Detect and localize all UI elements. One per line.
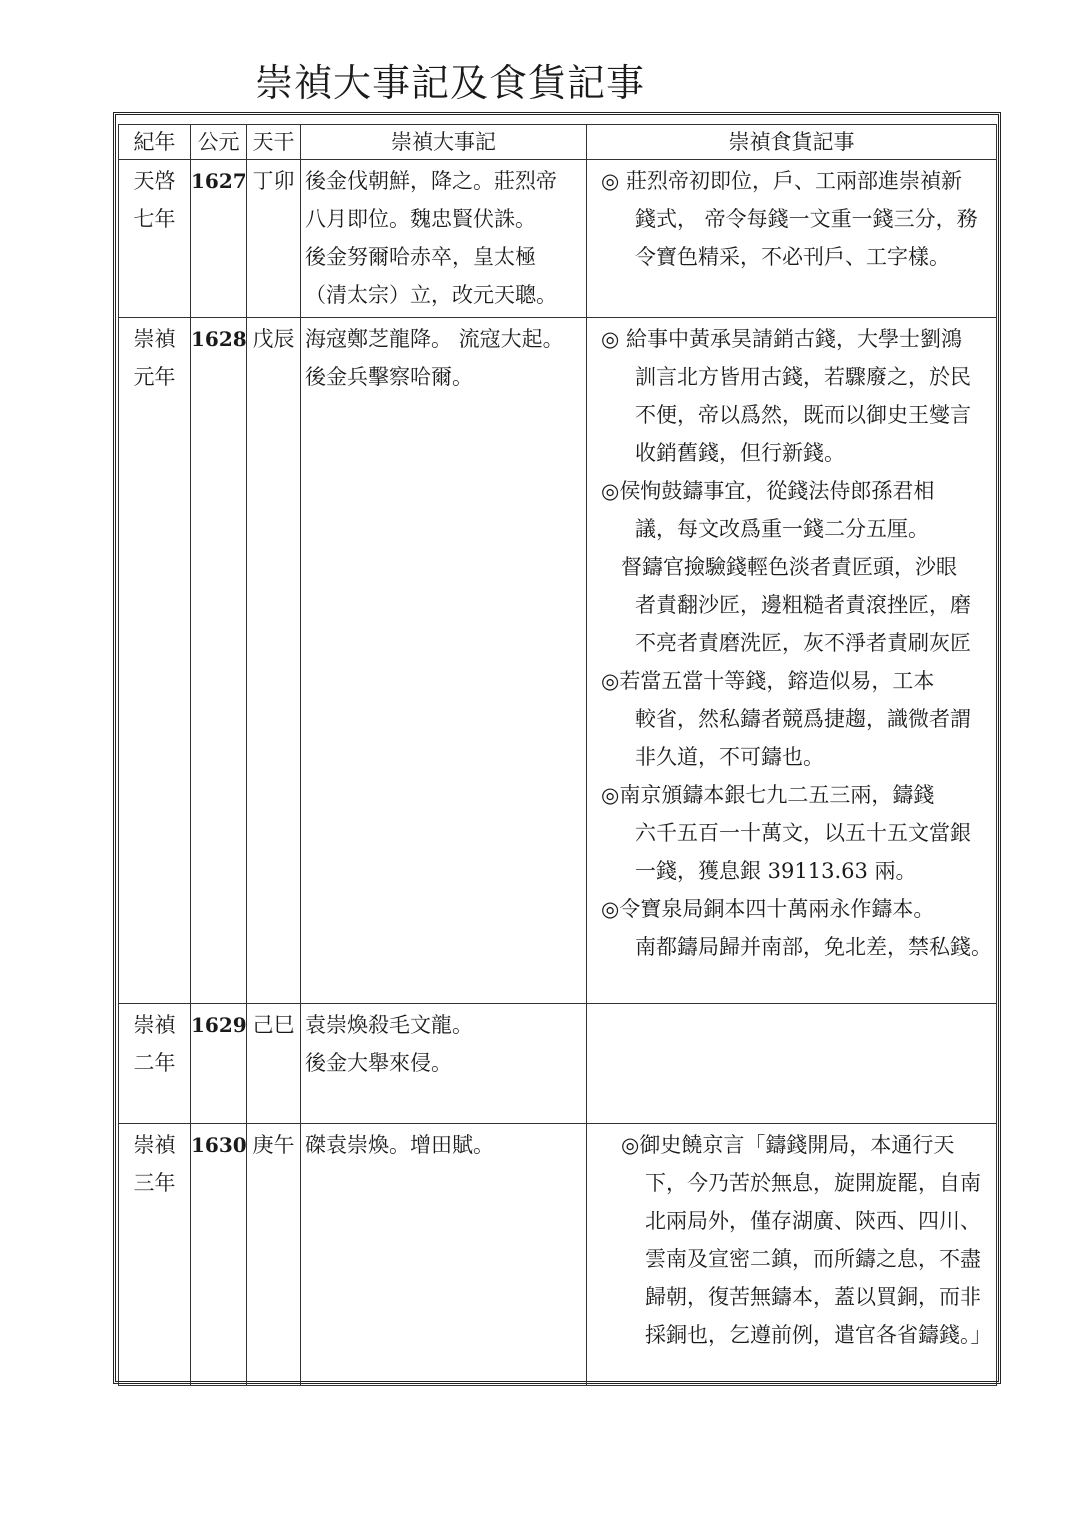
event-line: 袁崇煥殺毛文龍。	[305, 1013, 473, 1037]
econ-line: ◎南京頒鑄本銀七九二五三兩，鑄錢	[601, 783, 935, 807]
econ-cell	[587, 160, 997, 318]
econ-line: 不亮者責磨洗匠，灰不淨者責刷灰匠	[635, 631, 971, 655]
econ-line: 一錢，獲息銀 39113.63 兩。	[635, 859, 917, 883]
header-econ: 崇禎食貨記事	[587, 125, 997, 160]
era-line: 二年	[133, 1051, 176, 1075]
era-cell	[119, 1004, 191, 1124]
econ-line: 六千五百一十萬文，以五十五文當銀	[635, 821, 971, 845]
econ-line: 收銷舊錢，但行新錢。	[635, 441, 845, 465]
events-cell	[301, 318, 587, 1004]
event-line: （清太宗）立，改元天聰。	[305, 283, 557, 307]
table-row	[119, 1004, 997, 1124]
table-row	[119, 160, 997, 318]
econ-line: 訓言北方皆用古錢，若驟廢之，於民	[635, 365, 971, 389]
econ-line: ◎ 莊烈帝初即位，戶、工兩部進崇禎新	[601, 169, 962, 193]
econ-line: 雲南及宣密二鎮，而所鑄之息，不盡	[645, 1247, 981, 1271]
econ-line: ◎御史饒京言「鑄錢開局，本通行天	[621, 1133, 955, 1157]
header-row	[119, 125, 997, 160]
header-ganzhi: 天干	[247, 125, 301, 160]
econ-line: 較省，然私鑄者競爲捷趨，識微者謂	[635, 707, 971, 731]
year-cell: 1630	[191, 1124, 247, 1386]
events-cell	[301, 160, 587, 318]
econ-cell	[587, 1124, 997, 1386]
econ-line: 南都鑄局歸并南部，免北差，禁私錢。	[635, 935, 992, 959]
year-cell: 1628	[191, 318, 247, 1004]
era-cell	[119, 1124, 191, 1386]
era-line: 七年	[133, 207, 176, 231]
econ-line: ◎若當五當十等錢，鎔造似易，工本	[601, 669, 935, 693]
era-line: 崇禎	[133, 1013, 176, 1037]
event-line: 後金努爾哈赤卒，皇太極	[305, 245, 536, 269]
econ-line: 督鑄官撿驗錢輕色淡者責匠頭，沙眼	[621, 555, 957, 579]
events-cell	[301, 1124, 587, 1386]
event-line: 後金伐朝鮮，降之。莊烈帝	[305, 169, 557, 193]
ganzhi-cell: 戊辰	[247, 318, 301, 1004]
econ-cell	[587, 318, 997, 1004]
header-events: 崇禎大事記	[301, 125, 587, 160]
econ-line: 議，每文改爲重一錢二分五厘。	[635, 517, 929, 541]
econ-line: 錢式， 帝令每錢一文重一錢三分，務	[635, 207, 978, 231]
event-line: 八月即位。魏忠賢伏誅。	[305, 207, 536, 231]
econ-line: 非久道，不可鑄也。	[635, 745, 824, 769]
era-line: 崇禎	[133, 1133, 176, 1157]
era-line: 三年	[133, 1171, 176, 1195]
events-cell	[301, 1004, 587, 1124]
econ-line: 採銅也，乞遵前例，遣官各省鑄錢。」	[645, 1323, 992, 1347]
ganzhi-cell: 庚午	[247, 1124, 301, 1386]
era-line: 元年	[133, 365, 176, 389]
table-row	[119, 318, 997, 1004]
event-line: 海寇鄭芝龍降。 流寇大起。	[305, 327, 564, 351]
ganzhi-cell: 丁卯	[247, 160, 301, 318]
econ-line: 歸朝，復苦無鑄本，蓋以買銅，而非	[645, 1285, 981, 1309]
chronology-table	[118, 124, 997, 1386]
header-era: 紀年	[119, 125, 191, 160]
econ-line: 者責翻沙匠，邊粗糙者責滾挫匠，磨	[635, 593, 971, 617]
era-line: 天啓	[133, 169, 176, 193]
era-cell	[119, 160, 191, 318]
econ-line: ◎侯恂鼓鑄事宜，從錢法侍郎孫君相	[601, 479, 935, 503]
econ-cell	[587, 1004, 997, 1124]
econ-line: ◎令寶泉局銅本四十萬兩永作鑄本。	[601, 897, 935, 921]
page-title: 崇禎大事記及食貨記事	[255, 61, 646, 105]
event-line: 後金兵擊察哈爾。	[305, 365, 473, 389]
event-line: 後金大舉來侵。	[305, 1051, 452, 1075]
year-cell: 1627	[191, 160, 247, 318]
econ-line: 不便，帝以爲然，既而以御史王燮言	[635, 403, 971, 427]
era-line: 崇禎	[133, 327, 176, 351]
event-line: 磔袁崇煥。增田賦。	[305, 1133, 494, 1157]
year-cell: 1629	[191, 1004, 247, 1124]
table-row	[119, 1124, 997, 1386]
econ-line: 下，今乃苦於無息，旋開旋罷，自南	[645, 1171, 981, 1195]
era-cell	[119, 318, 191, 1004]
econ-line: ◎ 給事中黃承昊請銷古錢，大學士劉鴻	[601, 327, 962, 351]
header-year: 公元	[191, 125, 247, 160]
econ-line: 北兩局外，僅存湖廣、陝西、四川、	[645, 1209, 981, 1233]
econ-line: 令寶色精采，不必刊戶、工字樣。	[635, 245, 950, 269]
ganzhi-cell: 己巳	[247, 1004, 301, 1124]
